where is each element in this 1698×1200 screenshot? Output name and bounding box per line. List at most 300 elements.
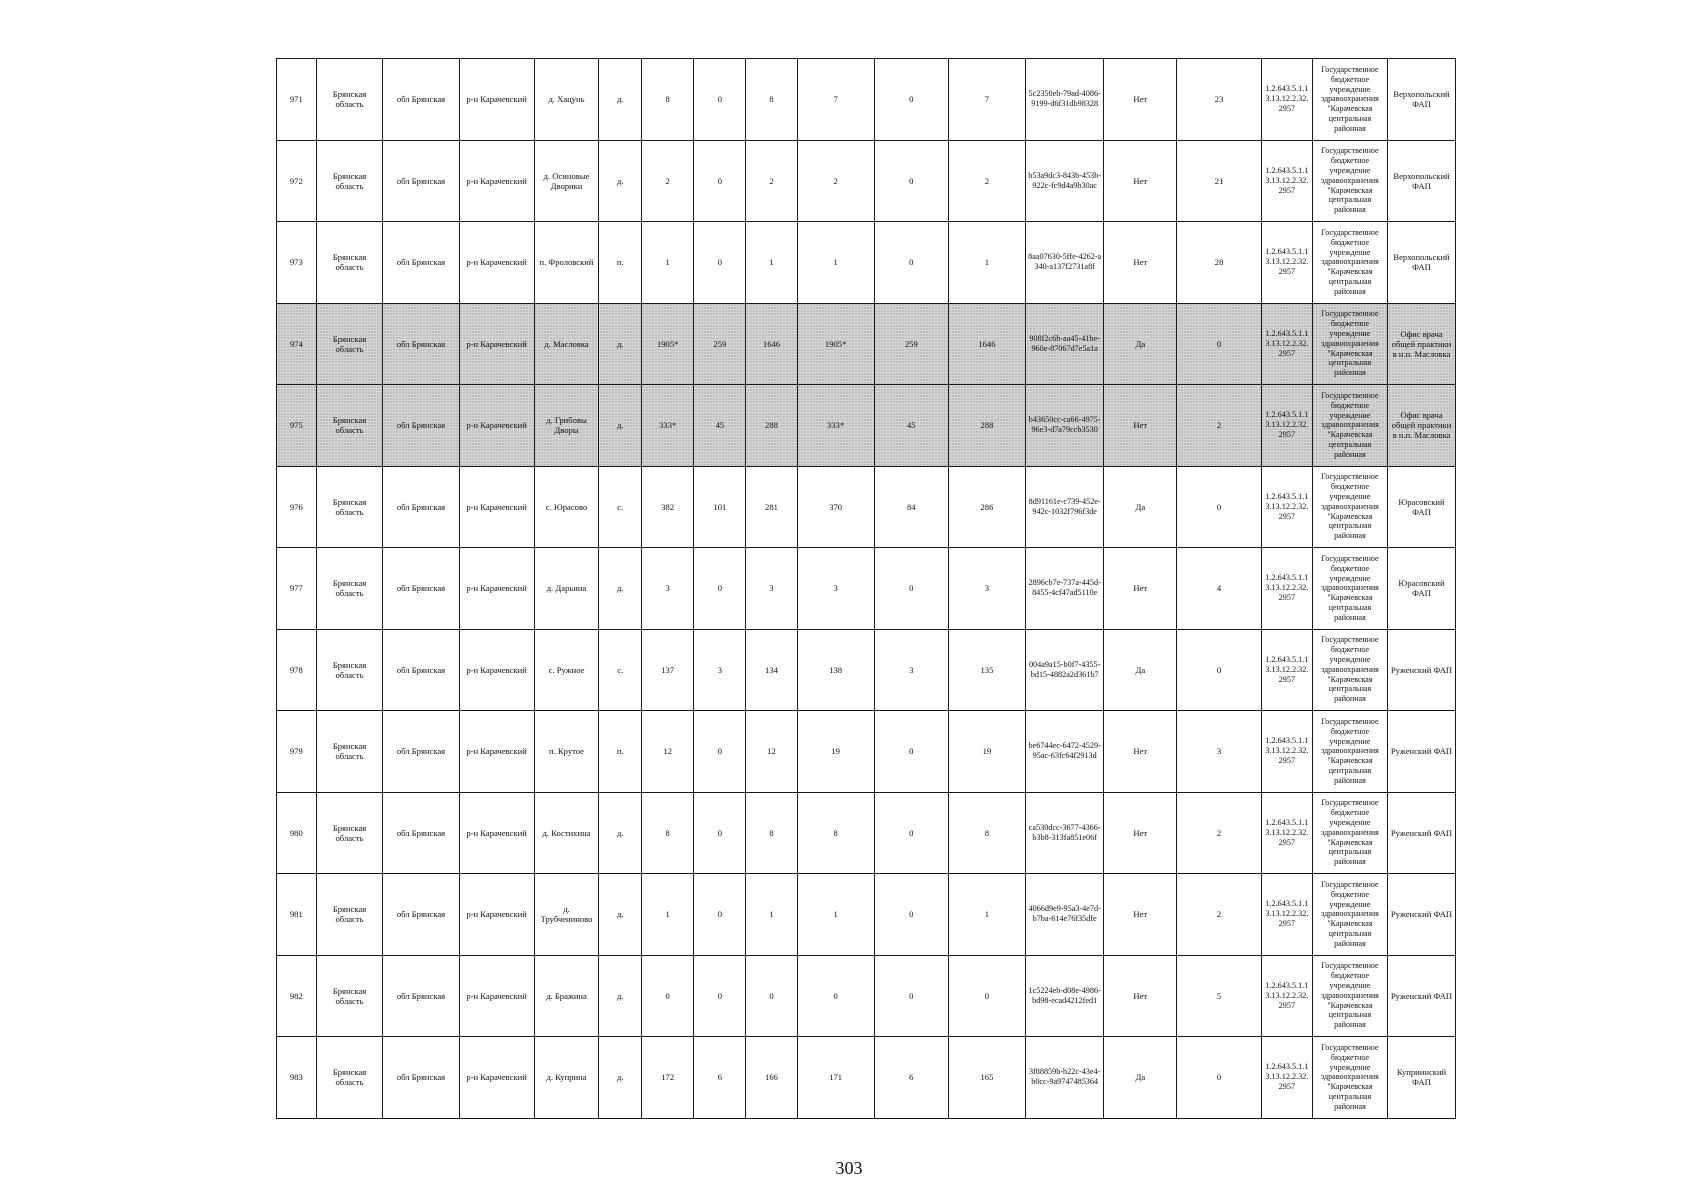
row-number-cell: 971 xyxy=(277,59,317,141)
organization-cell xyxy=(1312,629,1387,711)
region-cell: Брянская область xyxy=(316,1037,383,1119)
uuid-cell: ca530dcc-3677-4366-b3b8-313fa851e06f xyxy=(1026,792,1104,874)
settlement-cell: д. Костихина xyxy=(534,792,599,874)
organization-cell xyxy=(1312,548,1387,630)
district-cell: р-н Карачевский xyxy=(459,59,534,141)
organization-cell xyxy=(1312,792,1387,874)
organization-line: "Карачевская xyxy=(1327,104,1373,114)
value-cell-5: 45 xyxy=(874,385,948,467)
organization-line: районная xyxy=(1334,286,1366,296)
value-cell-1: 0 xyxy=(642,955,694,1037)
value-cell-4: 0 xyxy=(797,955,874,1037)
value-cell-5: 259 xyxy=(874,303,948,385)
district-cell: р-н Карачевский xyxy=(459,303,534,385)
organization-line: районная xyxy=(1334,368,1366,378)
uuid-cell: 2896cb7e-737a-445d-8455-4cf47ad5110e xyxy=(1026,548,1104,630)
value-cell-6: 288 xyxy=(948,385,1025,467)
value-cell-5: 0 xyxy=(874,548,948,630)
table-row xyxy=(277,466,1456,548)
organization-line: учреждение xyxy=(1329,166,1371,176)
value-cell-1: 3 xyxy=(642,548,694,630)
value-cell-1: 8 xyxy=(642,59,694,141)
organization-line: районная xyxy=(1334,1101,1366,1111)
row-number-cell: 974 xyxy=(277,303,317,385)
organization-line: учреждение xyxy=(1329,573,1371,583)
value-cell-3: 3 xyxy=(746,548,797,630)
row-number-cell: 976 xyxy=(277,466,317,548)
table-row xyxy=(277,629,1456,711)
settlement-type-cell: п. xyxy=(599,711,642,793)
district-cell: р-н Карачевский xyxy=(459,548,534,630)
organization-line: учреждение xyxy=(1329,247,1371,257)
region-cell: Брянская область xyxy=(316,222,383,304)
organization-line: учреждение xyxy=(1329,84,1371,94)
facility-cell: Верхопольский ФАП xyxy=(1388,222,1456,304)
uuid-cell: be6744ec-6472-4529-95ac-63fc64f2913d xyxy=(1026,711,1104,793)
organization-line: бюджетное xyxy=(1330,889,1370,899)
oid-code-cell: 1.2.643.5.1.13.13.12.2.32.2957 xyxy=(1261,466,1312,548)
organization-line: бюджетное xyxy=(1330,482,1370,492)
value-cell-2: 0 xyxy=(694,548,746,630)
uuid-cell: 5c2350eb-79ad-4086-9199-d6f31db98328 xyxy=(1026,59,1104,141)
row-number-cell: 972 xyxy=(277,140,317,222)
value-cell-6: 3 xyxy=(948,548,1025,630)
organization-line: бюджетное xyxy=(1330,645,1370,655)
facility-cell: Руженский ФАП xyxy=(1388,792,1456,874)
value-cell-4: 138 xyxy=(797,629,874,711)
facility-cell: Руженский ФАП xyxy=(1388,874,1456,956)
value-cell-3: 166 xyxy=(746,1037,797,1119)
organization-line: бюджетное xyxy=(1330,156,1370,166)
value-cell-1: 333* xyxy=(642,385,694,467)
uuid-cell: 8d91161e-c739-452e-942c-1032f796f3de xyxy=(1026,466,1104,548)
value-cell-6: 8 xyxy=(948,792,1025,874)
flag-cell: Нет xyxy=(1104,222,1177,304)
settlement-type-cell: д. xyxy=(599,140,642,222)
organization-line: центральная xyxy=(1328,113,1372,123)
district-cell: р-н Карачевский xyxy=(459,140,534,222)
value-cell-4: 171 xyxy=(797,1037,874,1119)
flag-cell: Нет xyxy=(1104,548,1177,630)
district-cell: р-н Карачевский xyxy=(459,955,534,1037)
oid-code-cell: 1.2.643.5.1.13.13.12.2.32.2957 xyxy=(1261,792,1312,874)
organization-line: "Карачевская xyxy=(1327,756,1373,766)
value-cell-4: 370 xyxy=(797,466,874,548)
organization-line: учреждение xyxy=(1329,655,1371,665)
organization-line: здравоохранения xyxy=(1321,990,1379,1000)
value-cell-2: 45 xyxy=(694,385,746,467)
oid-code-cell: 1.2.643.5.1.13.13.12.2.32.2957 xyxy=(1261,303,1312,385)
value-cell-4: 8 xyxy=(797,792,874,874)
organization-line: Государственное xyxy=(1321,961,1379,971)
organization-line: центральная xyxy=(1328,602,1372,612)
value-cell-6: 19 xyxy=(948,711,1025,793)
value-cell-4: 3 xyxy=(797,548,874,630)
organization-line: Государственное xyxy=(1321,227,1379,237)
settlement-type-cell: с. xyxy=(599,466,642,548)
district-cell: р-н Карачевский xyxy=(459,711,534,793)
oid-code-cell: 1.2.643.5.1.13.13.12.2.32.2957 xyxy=(1261,385,1312,467)
uuid-cell: 4066d9e9-95a3-4e7d-b7ba-614e76f35dfe xyxy=(1026,874,1104,956)
oid-code-cell: 1.2.643.5.1.13.13.12.2.32.2957 xyxy=(1261,548,1312,630)
value-cell-1: 2 xyxy=(642,140,694,222)
flag-cell: Да xyxy=(1104,466,1177,548)
organization-line: здравоохранения xyxy=(1321,338,1379,348)
uuid-cell: 3f88859b-b22c-43e4-b0cc-9a9747485364 xyxy=(1026,1037,1104,1119)
value-cell-3: 8 xyxy=(746,59,797,141)
organization-line: бюджетное xyxy=(1330,319,1370,329)
region-cell: Брянская область xyxy=(316,548,383,630)
organization-line: учреждение xyxy=(1329,981,1371,991)
value-cell-1: 12 xyxy=(642,711,694,793)
organization-cell xyxy=(1312,140,1387,222)
organization-line: центральная xyxy=(1328,358,1372,368)
organization-line: "Карачевская xyxy=(1327,348,1373,358)
organization-cell xyxy=(1312,711,1387,793)
row-number-cell: 977 xyxy=(277,548,317,630)
organization-line: районная xyxy=(1334,1020,1366,1030)
oblast-cell: обл Брянская xyxy=(383,711,459,793)
row-number-cell: 973 xyxy=(277,222,317,304)
value-cell-5: 0 xyxy=(874,711,948,793)
organization-line: бюджетное xyxy=(1330,74,1370,84)
district-cell: р-н Карачевский xyxy=(459,874,534,956)
organization-line: центральная xyxy=(1328,847,1372,857)
value-cell-6: 1 xyxy=(948,222,1025,304)
oblast-cell: обл Брянская xyxy=(383,140,459,222)
table-row xyxy=(277,59,1456,141)
settlement-type-cell: д. xyxy=(599,548,642,630)
organization-line: районная xyxy=(1334,531,1366,541)
region-cell: Брянская область xyxy=(316,466,383,548)
organization-line: здравоохранения xyxy=(1321,583,1379,593)
value-cell-6: 7 xyxy=(948,59,1025,141)
oblast-cell: обл Брянская xyxy=(383,385,459,467)
organization-line: бюджетное xyxy=(1330,1052,1370,1062)
page-number: 303 xyxy=(835,1158,863,1178)
settlement-cell: д. Хацунь xyxy=(534,59,599,141)
organization-line: здравоохранения xyxy=(1321,175,1379,185)
district-cell: р-н Карачевский xyxy=(459,1037,534,1119)
value-cell-5: 0 xyxy=(874,222,948,304)
flag-cell: Да xyxy=(1104,303,1177,385)
settlement-cell: д. Бражина xyxy=(534,955,599,1037)
organization-line: бюджетное xyxy=(1330,237,1370,247)
settlement-cell: д. Осиновые Дворики xyxy=(534,140,599,222)
row-number-cell: 980 xyxy=(277,792,317,874)
oid-code-cell: 1.2.643.5.1.13.13.12.2.32.2957 xyxy=(1261,874,1312,956)
table-row xyxy=(277,955,1456,1037)
settlement-cell: д. Дарьина xyxy=(534,548,599,630)
distance-cell: 2 xyxy=(1177,385,1262,467)
value-cell-1: 1 xyxy=(642,222,694,304)
facility-cell: Офис врача общей практики в н.п. Масловка xyxy=(1388,303,1456,385)
settlement-type-cell: д. xyxy=(599,874,642,956)
value-cell-2: 0 xyxy=(694,792,746,874)
organization-line: центральная xyxy=(1328,521,1372,531)
table-row xyxy=(277,1037,1456,1119)
value-cell-3: 1 xyxy=(746,874,797,956)
organization-cell xyxy=(1312,385,1387,467)
oid-code-cell: 1.2.643.5.1.13.13.12.2.32.2957 xyxy=(1261,629,1312,711)
row-number-cell: 983 xyxy=(277,1037,317,1119)
organization-line: "Карачевская xyxy=(1327,185,1373,195)
settlement-cell: с. Ружное xyxy=(534,629,599,711)
uuid-cell: 8aa07630-5ffe-4262-a340-a137f2731a8f xyxy=(1026,222,1104,304)
value-cell-1: 8 xyxy=(642,792,694,874)
oblast-cell: обл Брянская xyxy=(383,59,459,141)
organization-line: "Карачевская xyxy=(1327,1082,1373,1092)
organization-line: районная xyxy=(1334,775,1366,785)
oblast-cell: обл Брянская xyxy=(383,548,459,630)
distance-cell: 23 xyxy=(1177,59,1262,141)
value-cell-6: 2 xyxy=(948,140,1025,222)
organization-cell xyxy=(1312,955,1387,1037)
value-cell-5: 84 xyxy=(874,466,948,548)
district-cell: р-н Карачевский xyxy=(459,466,534,548)
value-cell-5: 0 xyxy=(874,874,948,956)
row-number-cell: 975 xyxy=(277,385,317,467)
organization-line: Государственное xyxy=(1321,553,1379,563)
value-cell-1: 382 xyxy=(642,466,694,548)
district-cell: р-н Карачевский xyxy=(459,385,534,467)
organization-line: бюджетное xyxy=(1330,400,1370,410)
distance-cell: 5 xyxy=(1177,955,1262,1037)
value-cell-4: 7 xyxy=(797,59,874,141)
organization-line: "Карачевская xyxy=(1327,430,1373,440)
value-cell-6: 286 xyxy=(948,466,1025,548)
distance-cell: 0 xyxy=(1177,303,1262,385)
facility-cell: Верхопольский ФАП xyxy=(1388,140,1456,222)
organization-line: районная xyxy=(1334,938,1366,948)
facility-cell: Руженский ФАП xyxy=(1388,711,1456,793)
value-cell-6: 135 xyxy=(948,629,1025,711)
organization-line: Государственное xyxy=(1321,716,1379,726)
organization-line: Государственное xyxy=(1321,390,1379,400)
value-cell-6: 0 xyxy=(948,955,1025,1037)
region-cell: Брянская область xyxy=(316,955,383,1037)
value-cell-5: 6 xyxy=(874,1037,948,1119)
value-cell-3: 8 xyxy=(746,792,797,874)
table-row xyxy=(277,222,1456,304)
settlement-type-cell: д. xyxy=(599,303,642,385)
settlement-cell: д. Масловка xyxy=(534,303,599,385)
settlement-cell: д. Куприна xyxy=(534,1037,599,1119)
organization-line: здравоохранения xyxy=(1321,664,1379,674)
facility-cell: Офис врача общей практики в н.п. Масловка xyxy=(1388,385,1456,467)
value-cell-4: 1 xyxy=(797,874,874,956)
value-cell-5: 3 xyxy=(874,629,948,711)
oid-code-cell: 1.2.643.5.1.13.13.12.2.32.2957 xyxy=(1261,59,1312,141)
uuid-cell: b43650cc-ca66-4975-96e3-d7a79ccb3530 xyxy=(1026,385,1104,467)
flag-cell: Нет xyxy=(1104,59,1177,141)
value-cell-3: 12 xyxy=(746,711,797,793)
table-row xyxy=(277,548,1456,630)
table-row xyxy=(277,792,1456,874)
value-cell-4: 1905* xyxy=(797,303,874,385)
uuid-cell: 1c5224eb-d08e-4986-bd98-ecad4212fed1 xyxy=(1026,955,1104,1037)
organization-line: центральная xyxy=(1328,1091,1372,1101)
value-cell-2: 0 xyxy=(694,711,746,793)
flag-cell: Нет xyxy=(1104,874,1177,956)
organization-line: "Карачевская xyxy=(1327,919,1373,929)
organization-line: учреждение xyxy=(1329,818,1371,828)
settlement-type-cell: д. xyxy=(599,1037,642,1119)
region-cell: Брянская область xyxy=(316,874,383,956)
region-cell: Брянская область xyxy=(316,385,383,467)
oid-code-cell: 1.2.643.5.1.13.13.12.2.32.2957 xyxy=(1261,711,1312,793)
region-cell: Брянская область xyxy=(316,792,383,874)
organization-line: здравоохранения xyxy=(1321,827,1379,837)
flag-cell: Нет xyxy=(1104,711,1177,793)
oblast-cell: обл Брянская xyxy=(383,955,459,1037)
organization-line: "Карачевская xyxy=(1327,674,1373,684)
value-cell-2: 0 xyxy=(694,140,746,222)
organization-line: центральная xyxy=(1328,765,1372,775)
organization-line: здравоохранения xyxy=(1321,909,1379,919)
flag-cell: Нет xyxy=(1104,385,1177,467)
organization-line: бюджетное xyxy=(1330,971,1370,981)
value-cell-6: 1 xyxy=(948,874,1025,956)
oblast-cell: обл Брянская xyxy=(383,874,459,956)
settlement-cell: с. Юрасово xyxy=(534,466,599,548)
organization-line: Государственное xyxy=(1321,1042,1379,1052)
organization-line: "Карачевская xyxy=(1327,267,1373,277)
organization-line: здравоохранения xyxy=(1321,1072,1379,1082)
settlement-cell: д. Трубчениново xyxy=(534,874,599,956)
value-cell-3: 2 xyxy=(746,140,797,222)
value-cell-4: 2 xyxy=(797,140,874,222)
value-cell-6: 165 xyxy=(948,1037,1025,1119)
organization-line: районная xyxy=(1334,857,1366,867)
value-cell-5: 0 xyxy=(874,59,948,141)
settlement-cell: п. Крутое xyxy=(534,711,599,793)
organization-line: "Карачевская xyxy=(1327,1000,1373,1010)
region-cell: Брянская область xyxy=(316,140,383,222)
organization-line: бюджетное xyxy=(1330,726,1370,736)
organization-line: "Карачевская xyxy=(1327,837,1373,847)
facility-cell: Юрасовский ФАП xyxy=(1388,466,1456,548)
flag-cell: Да xyxy=(1104,629,1177,711)
value-cell-3: 134 xyxy=(746,629,797,711)
organization-line: учреждение xyxy=(1329,410,1371,420)
organization-line: бюджетное xyxy=(1330,563,1370,573)
flag-cell: Нет xyxy=(1104,955,1177,1037)
table-row xyxy=(277,385,1456,467)
oblast-cell: обл Брянская xyxy=(383,303,459,385)
oid-code-cell: 1.2.643.5.1.13.13.12.2.32.2957 xyxy=(1261,955,1312,1037)
organization-line: Государственное xyxy=(1321,879,1379,889)
table-row xyxy=(277,874,1456,956)
organization-line: районная xyxy=(1334,694,1366,704)
distance-cell: 28 xyxy=(1177,222,1262,304)
settlement-type-cell: д. xyxy=(599,792,642,874)
organization-line: центральная xyxy=(1328,276,1372,286)
region-cell: Брянская область xyxy=(316,303,383,385)
organization-line: районная xyxy=(1334,205,1366,215)
organization-line: районная xyxy=(1334,123,1366,133)
value-cell-2: 101 xyxy=(694,466,746,548)
oblast-cell: обл Брянская xyxy=(383,792,459,874)
facility-cell: Руженский ФАП xyxy=(1388,629,1456,711)
value-cell-3: 0 xyxy=(746,955,797,1037)
value-cell-2: 6 xyxy=(694,1037,746,1119)
row-number-cell: 979 xyxy=(277,711,317,793)
district-cell: р-н Карачевский xyxy=(459,629,534,711)
organization-line: Государственное xyxy=(1321,64,1379,74)
distance-cell: 2 xyxy=(1177,792,1262,874)
settlement-type-cell: д. xyxy=(599,385,642,467)
value-cell-4: 333* xyxy=(797,385,874,467)
distance-cell: 4 xyxy=(1177,548,1262,630)
value-cell-2: 3 xyxy=(694,629,746,711)
organization-cell xyxy=(1312,222,1387,304)
organization-line: районная xyxy=(1334,612,1366,622)
organization-cell xyxy=(1312,59,1387,141)
row-number-cell: 978 xyxy=(277,629,317,711)
oblast-cell: обл Брянская xyxy=(383,222,459,304)
value-cell-1: 137 xyxy=(642,629,694,711)
organization-line: центральная xyxy=(1328,439,1372,449)
region-cell: Брянская область xyxy=(316,629,383,711)
organization-line: "Карачевская xyxy=(1327,593,1373,603)
oblast-cell: обл Брянская xyxy=(383,466,459,548)
value-cell-1: 1905* xyxy=(642,303,694,385)
organization-cell xyxy=(1312,874,1387,956)
value-cell-6: 1646 xyxy=(948,303,1025,385)
table-row xyxy=(277,711,1456,793)
distance-cell: 3 xyxy=(1177,711,1262,793)
region-cell: Брянская область xyxy=(316,711,383,793)
organization-line: учреждение xyxy=(1329,492,1371,502)
value-cell-5: 0 xyxy=(874,792,948,874)
organization-line: Государственное xyxy=(1321,798,1379,808)
settlement-type-cell: с. xyxy=(599,629,642,711)
settlements-table xyxy=(276,58,1456,1119)
value-cell-2: 0 xyxy=(694,874,746,956)
value-cell-3: 1646 xyxy=(746,303,797,385)
oid-code-cell: 1.2.643.5.1.13.13.12.2.32.2957 xyxy=(1261,222,1312,304)
organization-line: центральная xyxy=(1328,928,1372,938)
facility-cell: Верхопольский ФАП xyxy=(1388,59,1456,141)
organization-line: бюджетное xyxy=(1330,808,1370,818)
value-cell-4: 1 xyxy=(797,222,874,304)
uuid-cell: b53a9dc3-843b-453b-922c-fc9d4a9b30ac xyxy=(1026,140,1104,222)
value-cell-2: 0 xyxy=(694,59,746,141)
distance-cell: 21 xyxy=(1177,140,1262,222)
oblast-cell: обл Брянская xyxy=(383,629,459,711)
district-cell: р-н Карачевский xyxy=(459,222,534,304)
row-number-cell: 982 xyxy=(277,955,317,1037)
organization-line: учреждение xyxy=(1329,899,1371,909)
oid-code-cell: 1.2.643.5.1.13.13.12.2.32.2957 xyxy=(1261,140,1312,222)
value-cell-3: 281 xyxy=(746,466,797,548)
row-number-cell: 981 xyxy=(277,874,317,956)
facility-cell: Руженский ФАП xyxy=(1388,955,1456,1037)
organization-line: учреждение xyxy=(1329,1062,1371,1072)
table-row xyxy=(277,303,1456,385)
value-cell-3: 288 xyxy=(746,385,797,467)
value-cell-2: 0 xyxy=(694,955,746,1037)
distance-cell: 2 xyxy=(1177,874,1262,956)
organization-line: здравоохранения xyxy=(1321,746,1379,756)
facility-cell: Куприинский ФАП xyxy=(1388,1037,1456,1119)
organization-line: здравоохранения xyxy=(1321,501,1379,511)
value-cell-1: 1 xyxy=(642,874,694,956)
organization-cell xyxy=(1312,1037,1387,1119)
settlement-cell: п. Фроловский xyxy=(534,222,599,304)
organization-line: учреждение xyxy=(1329,329,1371,339)
